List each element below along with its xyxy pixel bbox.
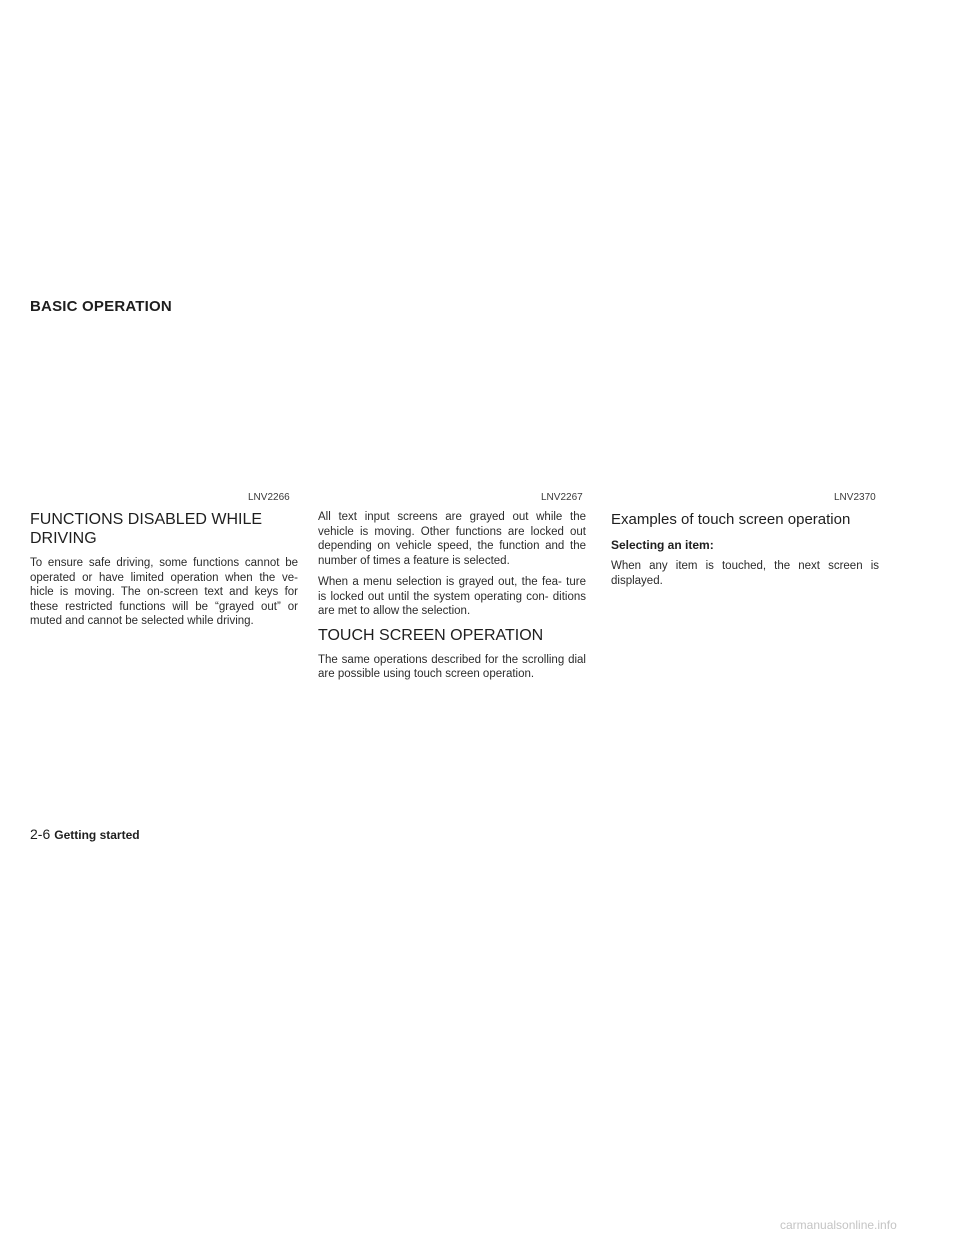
section-title: BASIC OPERATION [30, 298, 172, 315]
figure-code-3: LNV2370 [834, 492, 876, 503]
paragraph: To ensure safe driving, some functions cannot be operated or have limited operation when the ve- hicle is moving. The on-screen text and keys for these restricted functions will be “grayed out” or muted and cannot be selected while driving. [30, 557, 298, 627]
figure-code-1: LNV2266 [248, 492, 290, 503]
subheading-selecting-item: Selecting an item: [611, 538, 714, 552]
heading-functions-disabled: FUNCTIONS DISABLED WHILE DRIVING [30, 511, 263, 547]
paragraph: When any item is touched, the next screen is displayed. [611, 560, 879, 587]
watermark: carmanualsonline.info [780, 1218, 897, 1232]
column-2 [318, 510, 586, 689]
paragraph: All text input screens are grayed out while the vehicle is moving. Other functions are locked out depending on vehicle speed, the function and the number of times a feature is selected. [318, 511, 586, 567]
column-1 [30, 510, 298, 636]
heading-examples: Examples of touch screen operation [611, 511, 851, 528]
column-3 [611, 510, 879, 595]
figure-code-2: LNV2267 [541, 492, 583, 503]
paragraph: The same operations described for the scrolling dial are possible using touch screen operation. [318, 653, 586, 680]
page-number: 2-6 [30, 826, 51, 842]
page-footer [30, 826, 140, 842]
paragraph: When a menu selection is grayed out, the fea- ture is locked out until the system operating con- ditions are met to allow the selection. [318, 576, 586, 617]
heading-touch-screen-operation: TOUCH SCREEN OPERATION [318, 626, 544, 644]
chapter-title: Getting started [54, 828, 140, 842]
